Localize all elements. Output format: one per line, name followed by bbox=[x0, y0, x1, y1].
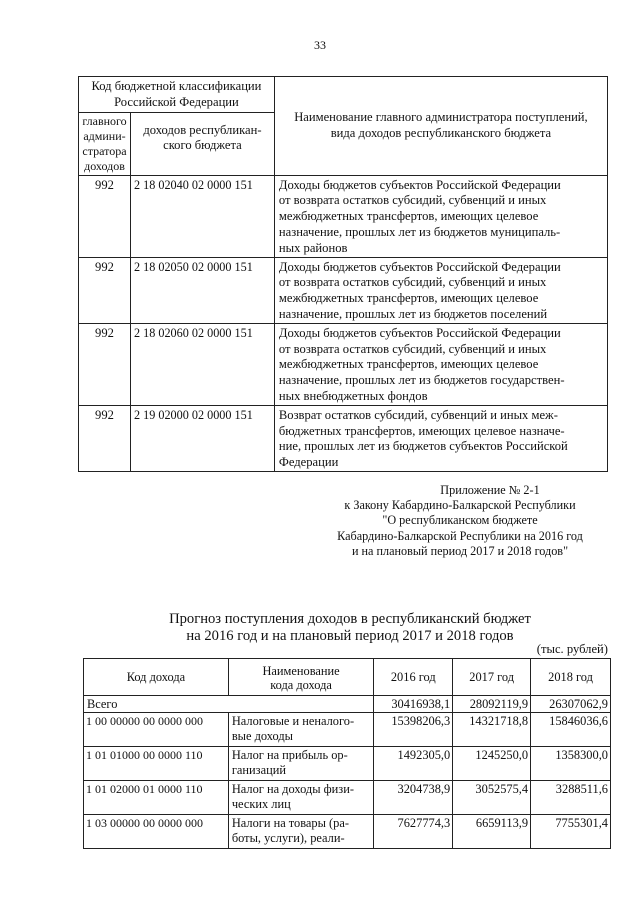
income-description-cell bbox=[274, 175, 607, 257]
description-line: от возврата остатков субсидий, субвенций и иных bbox=[278, 341, 547, 356]
income-name bbox=[228, 815, 374, 849]
income-name-line: Налоговые и неналого- bbox=[231, 714, 355, 728]
description-line: межбюджетных трансфертов, имеющих целевое bbox=[278, 291, 539, 306]
description-line: назначение, прошлых лет из бюджетов поселений bbox=[278, 306, 548, 321]
table2-header-row bbox=[84, 659, 611, 696]
income-code: 1 01 01000 00 0000 110 bbox=[84, 747, 229, 781]
header-year-2018: 2018 год bbox=[531, 659, 611, 696]
header-income-line: доходов республикан- bbox=[143, 122, 262, 137]
value-2018: 3288511,6 bbox=[531, 781, 611, 815]
description-line: ние, прошлых лет из бюджетов субъектов Российской bbox=[278, 439, 568, 454]
income-code: 1 01 02000 01 0000 110 bbox=[84, 781, 229, 815]
description-line: межбюджетных трансфертов, имеющих целевое bbox=[278, 357, 539, 372]
income-code-cell: 2 18 02040 02 0000 151 bbox=[130, 175, 274, 257]
value-2018: 7755301,4 bbox=[531, 815, 611, 849]
annex-line: Кабардино-Балкарской Республики на 2016 год bbox=[337, 528, 583, 543]
header-admin-line: стратора bbox=[82, 143, 127, 158]
header-year-2016: 2016 год bbox=[374, 659, 453, 696]
header-republican-income bbox=[130, 112, 274, 175]
header-name-line: кода дохода bbox=[270, 678, 332, 692]
header-admin-line: доходов bbox=[84, 158, 125, 173]
table-row bbox=[84, 747, 611, 781]
description-line: Федерации bbox=[278, 455, 339, 470]
income-name bbox=[228, 713, 374, 747]
description-line: назначение, прошлых лет из бюджетов муниципаль- bbox=[278, 224, 561, 239]
table-row bbox=[79, 405, 608, 471]
value-2018: 1358300,0 bbox=[531, 747, 611, 781]
value-2016: 7627774,3 bbox=[374, 815, 453, 849]
table1-header-row bbox=[79, 77, 608, 113]
header-income-line: ского бюджета bbox=[163, 138, 242, 153]
table-row bbox=[79, 175, 608, 257]
table-row bbox=[84, 713, 611, 747]
description-line: Доходы бюджетов субъектов Российской Федерации bbox=[278, 177, 561, 192]
title-line: Прогноз поступления доходов в республиканский бюджет bbox=[169, 611, 531, 627]
income-name-line: ческих лиц bbox=[231, 797, 291, 811]
annex-block bbox=[300, 483, 620, 559]
admin-code-cell: 992 bbox=[79, 323, 131, 405]
description-line: Доходы бюджетов субъектов Российской Федерации bbox=[278, 325, 561, 340]
table-row bbox=[79, 257, 608, 323]
income-name-line: вые доходы bbox=[231, 729, 293, 743]
admin-code-cell: 992 bbox=[79, 257, 131, 323]
header-budget-classification: Код бюджетной классификации Российской Федерации bbox=[79, 77, 275, 113]
annex-line: Приложение № 2-1 bbox=[440, 483, 540, 497]
value-2017: 1245250,0 bbox=[453, 747, 531, 781]
budget-classification-table bbox=[78, 76, 608, 472]
description-line: межбюджетных трансфертов, имеющих целевое bbox=[278, 209, 539, 224]
description-line: ных внебюджетных фондов bbox=[278, 388, 428, 403]
income-name-line: Налоги на товары (ра- bbox=[231, 816, 350, 830]
income-code-cell: 2 19 02000 02 0000 151 bbox=[130, 405, 274, 471]
income-name bbox=[228, 781, 374, 815]
table-row bbox=[79, 323, 608, 405]
description-line: от возврата остатков субсидий, субвенций и иных bbox=[278, 275, 547, 290]
admin-code-cell: 992 bbox=[79, 405, 131, 471]
total-row bbox=[84, 696, 611, 713]
description-line: назначение, прошлых лет из бюджетов государствен- bbox=[278, 373, 565, 388]
table-row bbox=[84, 781, 611, 815]
value-2017: 6659113,9 bbox=[453, 815, 531, 849]
value-2016: 15398206,3 bbox=[374, 713, 453, 747]
income-code: 1 03 00000 00 0000 000 bbox=[84, 815, 229, 849]
value-2018: 15846036,6 bbox=[531, 713, 611, 747]
admin-code-cell: 992 bbox=[79, 175, 131, 257]
value-2018: 26307062,9 bbox=[531, 696, 611, 713]
table-row bbox=[84, 815, 611, 849]
value-2017: 28092119,9 bbox=[453, 696, 531, 713]
header-year-2017: 2017 год bbox=[453, 659, 531, 696]
header-admin-line: админи- bbox=[83, 128, 126, 143]
description-line: от возврата остатков субсидий, субвенций и иных bbox=[278, 193, 547, 208]
income-code-cell: 2 18 02050 02 0000 151 bbox=[130, 257, 274, 323]
description-line: бюджетных трансфертов, имеющих целевое назначе- bbox=[278, 423, 565, 438]
income-description-cell bbox=[274, 323, 607, 405]
forecast-title bbox=[0, 611, 640, 645]
value-2016: 30416938,1 bbox=[374, 696, 453, 713]
description-line: Доходы бюджетов субъектов Российской Федерации bbox=[278, 259, 561, 274]
income-name-line: ганизаций bbox=[231, 763, 286, 777]
income-description-cell bbox=[274, 257, 607, 323]
annex-line: "О республиканском бюджете bbox=[382, 513, 538, 528]
description-line: Возврат остатков субсидий, субвенций и иных меж- bbox=[278, 407, 558, 422]
income-name-line: Налог на прибыль ор- bbox=[231, 748, 348, 762]
value-2017: 14321718,8 bbox=[453, 713, 531, 747]
income-name bbox=[228, 747, 374, 781]
value-2017: 3052575,4 bbox=[453, 781, 531, 815]
header-income-code: Код дохода bbox=[84, 659, 229, 696]
income-code: 1 00 00000 00 0000 000 bbox=[84, 713, 229, 747]
units-label: (тыс. рублей) bbox=[536, 642, 608, 656]
header-main-administrator bbox=[79, 112, 131, 175]
income-code-cell: 2 18 02060 02 0000 151 bbox=[130, 323, 274, 405]
total-label: Всего bbox=[84, 696, 374, 713]
description-line: ных районов bbox=[278, 240, 348, 255]
annex-line: к Закону Кабардино-Балкарской Республики bbox=[344, 498, 576, 513]
value-2016: 1492305,0 bbox=[374, 747, 453, 781]
page-number: 33 bbox=[314, 38, 326, 52]
header-admin-line: главного bbox=[82, 113, 127, 128]
income-forecast-table bbox=[83, 658, 611, 849]
annex-line: и на плановый период 2017 и 2018 годов" bbox=[351, 543, 569, 558]
income-name-line: боты, услуги), реали- bbox=[231, 831, 345, 845]
header-administrator-name: Наименование главного администратора поступлений, вида доходов республиканского бюджета bbox=[274, 77, 607, 176]
header-name-line: Наименование bbox=[262, 664, 340, 678]
value-2016: 3204738,9 bbox=[374, 781, 453, 815]
income-name-line: Налог на доходы физи- bbox=[231, 782, 354, 796]
income-description-cell bbox=[274, 405, 607, 471]
header-income-name bbox=[228, 659, 374, 696]
title-line: на 2016 год и на плановый период 2017 и 2018 годов bbox=[186, 628, 514, 644]
